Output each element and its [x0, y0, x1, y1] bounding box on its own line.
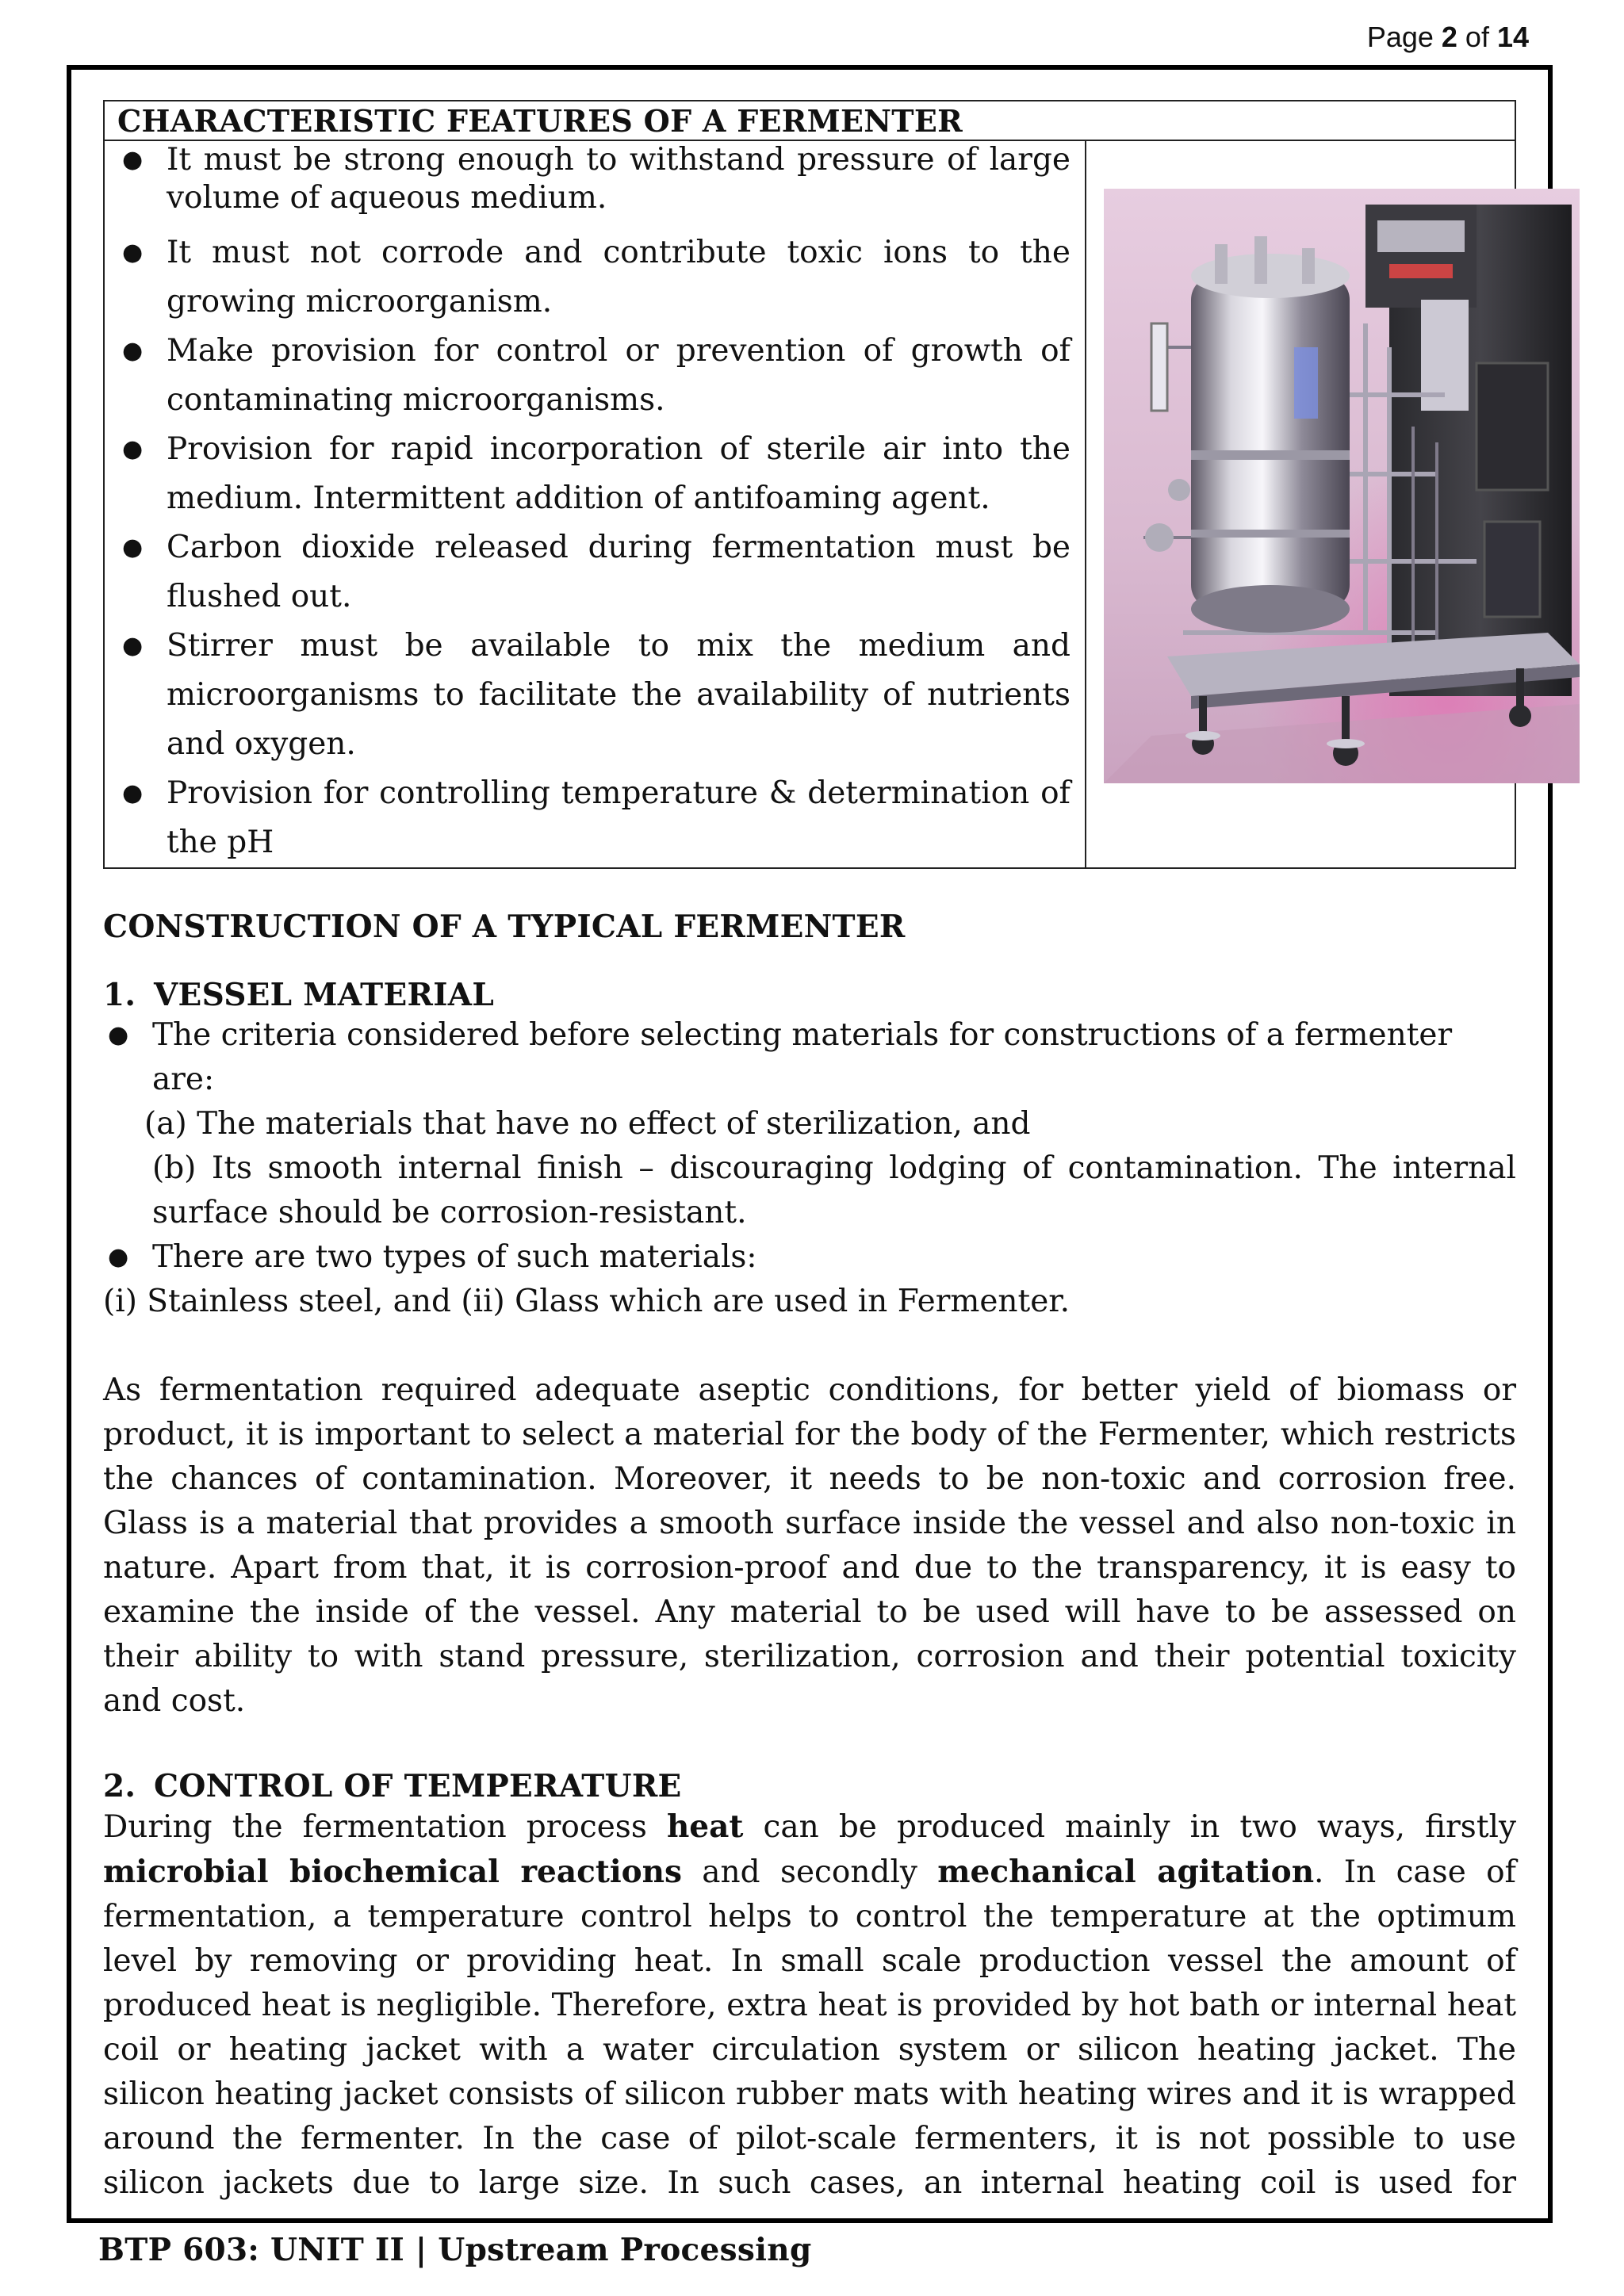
- page-number-prefix: Page: [1366, 21, 1442, 53]
- fermenter-photo: [1104, 189, 1580, 783]
- vessel-types-list: [103, 1235, 1516, 1280]
- characteristics-heading: CHARACTERISTIC FEATURES OF A FERMENTER: [104, 101, 1515, 140]
- vessel-criteria-list: [103, 1013, 1516, 1102]
- temperature-paragraph: During the fermentation process heat can be produced mainly in two ways, firstly microbial biochemical reactions and secondly mechanical agitation. In case of fermentation, a temperature control helps to control the temperature at the optimum level by removing or providing heat. In small scale production vessel the amount of produced heat is negligible. Therefore, extra heat is provided by hot bath or internal heat coil or heating jacket with a water circulation system or silicon heating jacket. The silicon heating jacket consists of silicon rubber mats with heating wires and it is wrapped around the fermenter. In the case of pilot-scale fermenters, it is not possible to use silicon jackets due to large size. In such cases, an internal heating coil is used for: [103, 1808, 1516, 2201]
- list-item: ● Stirrer must be available to mix the medium and microorganisms to facilitate the availability of nutrients and oxygen.: [122, 628, 1071, 762]
- page-content: [103, 100, 1516, 2206]
- list-item: ● Carbon dioxide released during fermentation must be flushed out.: [122, 530, 1071, 614]
- page-number-middle: of: [1457, 21, 1497, 53]
- fermenter-photo-cell: [1086, 140, 1515, 868]
- list-item: ● The criteria considered before selecting materials for constructions of a fermenter are:: [108, 1017, 1453, 1097]
- list-item: ● There are two types of such materials:: [108, 1239, 757, 1275]
- page-frame: [67, 65, 1553, 2223]
- vessel-criterion-a: (a) The materials that have no effect of sterilization, and: [144, 1106, 1031, 1142]
- characteristics-list: [105, 141, 1085, 867]
- vessel-types-line: (i) Stainless steel, and (ii) Glass which are used in Fermenter.: [103, 1284, 1071, 1319]
- characteristics-table: [103, 100, 1516, 869]
- vessel-material-heading: 1. VESSEL MATERIAL: [103, 977, 495, 1013]
- temperature-heading: 2. CONTROL OF TEMPERATURE: [103, 1768, 682, 1804]
- page-number-current: 2: [1441, 21, 1457, 53]
- list-item: ● Provision for rapid incorporation of sterile air into the medium. Intermittent addition of antifoaming agent.: [122, 431, 1071, 516]
- vessel-material-paragraph: As fermentation required adequate aseptic conditions, for better yield of biomass or product, it is important to select a material for the body of the Fermenter, which restricts the chances of contamination. Moreover, it needs to be non-toxic and corrosion free. Glass is a material that provides a smooth surface inside the vessel and also non-toxic in nature. Apart from that, it is corrosion-proof and due to the transparency, it is easy to examine the inside of the vessel. Any material to be used will have to be assessed on their ability to with stand pressure, sterilization, corrosion and their potential toxicity and cost.: [103, 1372, 1516, 1719]
- characteristics-list-cell: [104, 140, 1086, 868]
- page-number-total: 14: [1496, 21, 1529, 53]
- vessel-criterion-b: (b) Its smooth internal finish – discouraging lodging of contamination. The internal surface should be corrosion-resistant.: [152, 1150, 1516, 1230]
- list-item: ● It must be strong enough to withstand pressure of large volume of aqueous medium.: [122, 142, 1071, 216]
- page-footer: BTP 603: UNIT II | Upstream Processing: [98, 2232, 812, 2268]
- page-number: [1367, 21, 1529, 54]
- list-item: ● It must not corrode and contribute toxic ions to the growing microorganism.: [122, 235, 1071, 320]
- list-item: ● Make provision for control or prevention of growth of contaminating microorganisms.: [122, 333, 1071, 418]
- construction-heading: CONSTRUCTION OF A TYPICAL FERMENTER: [103, 909, 906, 945]
- list-item: ● Provision for controlling temperature & determination of the pH: [122, 775, 1071, 860]
